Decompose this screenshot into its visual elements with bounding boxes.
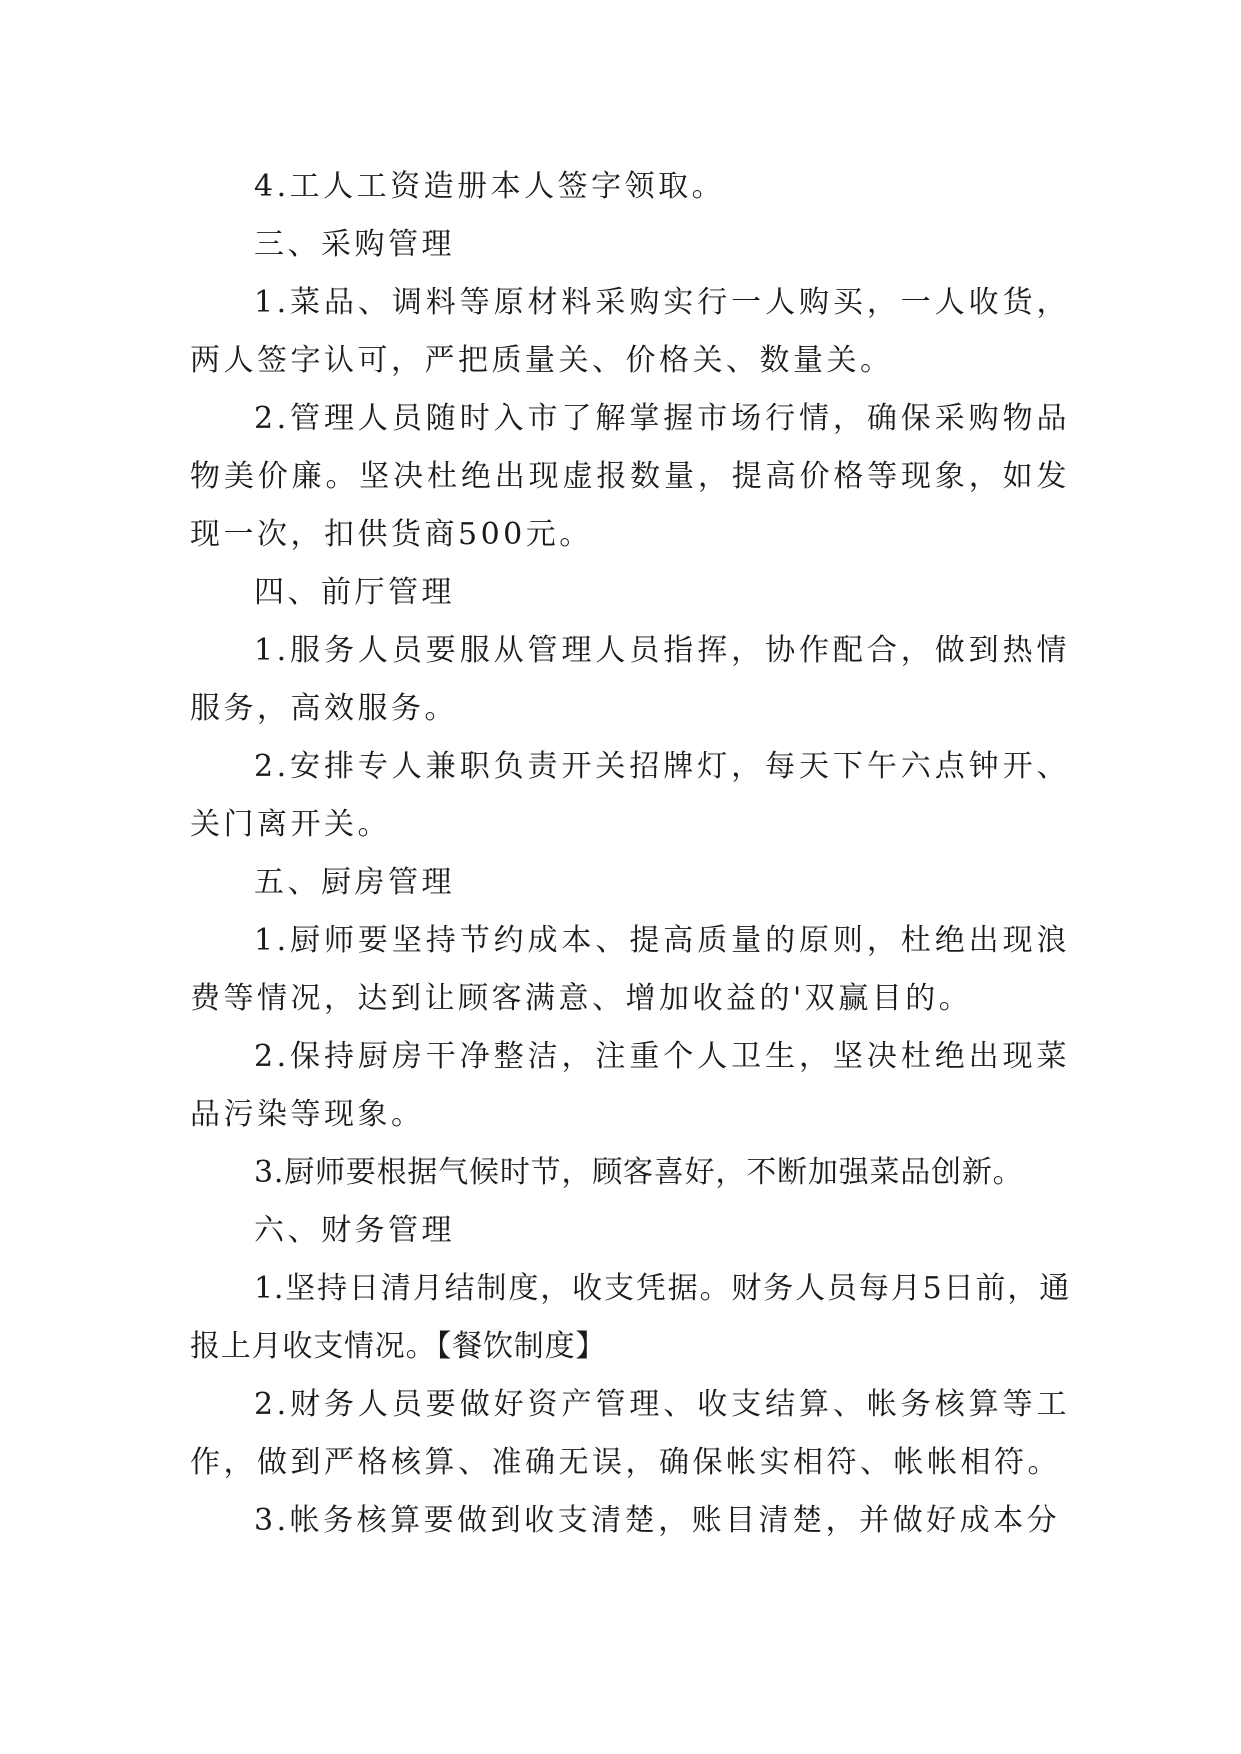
paragraph-finance-1: 1.坚持日清月结制度，收支凭据。财务人员每月5日前，通报上月收支情况。【餐饮制度】	[190, 1271, 1070, 1364]
section-heading-purchasing: 三、采购管理	[254, 227, 455, 262]
section-heading-finance: 六、财务管理	[254, 1213, 455, 1248]
section-heading-kitchen: 五、厨房管理	[254, 865, 455, 900]
paragraph-finance-2: 2.财务人员要做好资产管理、收支结算、帐务核算等工作，做到严格核算、准确无误，确保帐实相符、帐帐相符。	[190, 1387, 1070, 1480]
paragraph-purchasing-2: 2.管理人员随时入市了解掌握市场行情，确保采购物品物美价廉。坚决杜绝出现虚报数量，提高价格等现象，如发现一次，扣供货商500元。	[190, 401, 1070, 552]
paragraph-front-hall-1: 1.服务人员要服从管理人员指挥，协作配合，做到热情服务，高效服务。	[190, 633, 1070, 726]
paragraph-kitchen-3: 3.厨师要根据气候时节，顾客喜好，不断加强菜品创新。	[254, 1155, 1024, 1190]
paragraph-purchasing-1: 1.菜品、调料等原材料采购实行一人购买，一人收货，两人签字认可，严把质量关、价格关、数量关。	[190, 285, 1070, 378]
paragraph-front-hall-2: 2.安排专人兼职负责开关招牌灯，每天下午六点钟开、关门离开关。	[190, 749, 1070, 842]
paragraph-wage-signature: 4.工人工资造册本人签字领取。	[254, 169, 726, 204]
paragraph-kitchen-1: 1.厨师要坚持节约成本、提高质量的原则，杜绝出现浪费等情况，达到让顾客满意、增加收益的'双赢目的。	[190, 923, 1070, 1016]
document-body	[190, 158, 1070, 1550]
paragraph-kitchen-2: 2.保持厨房干净整洁，注重个人卫生，坚决杜绝出现菜品污染等现象。	[190, 1039, 1070, 1132]
paragraph-finance-3: 3.帐务核算要做到收支清楚，账目清楚，并做好成本分	[254, 1503, 1061, 1538]
section-heading-front-hall: 四、前厅管理	[254, 575, 455, 610]
